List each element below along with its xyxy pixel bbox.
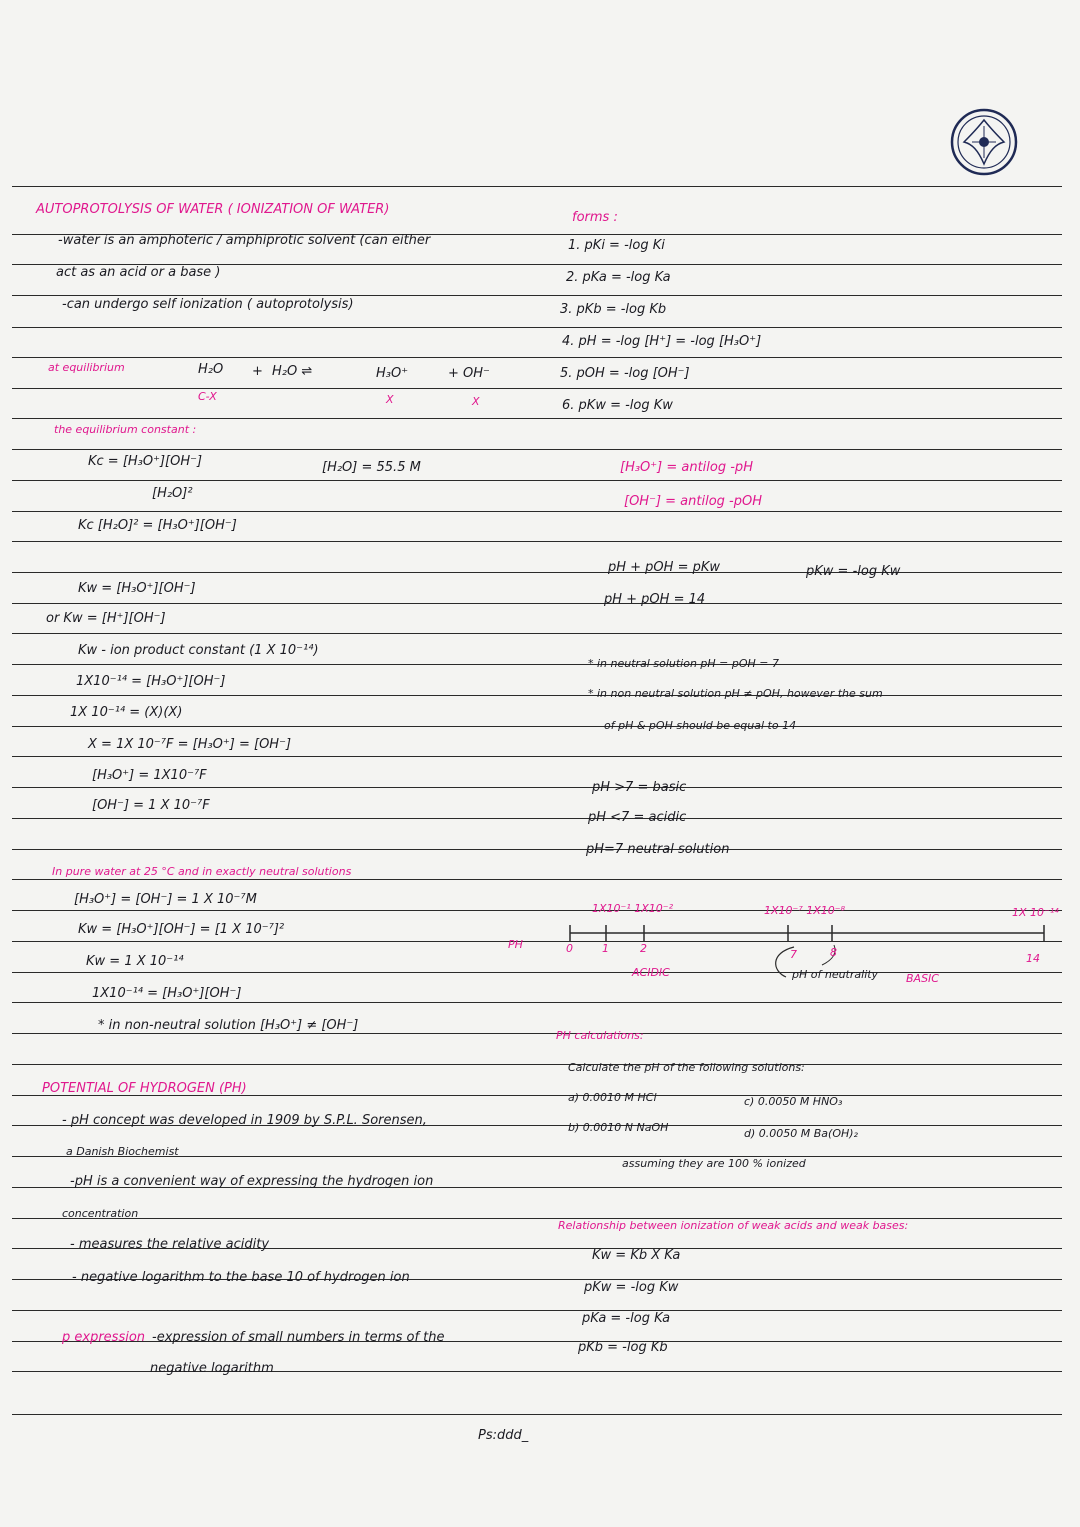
note-line: Calculate the pH of the following solutions: <box>568 1061 805 1074</box>
note-line: act as an acid or a base ) <box>56 265 221 280</box>
rule-line <box>12 756 1062 757</box>
scale-tick-label: 7 <box>790 948 797 961</box>
formula: 3. pKb = -log Kb <box>560 302 667 317</box>
rule-line <box>12 603 1062 604</box>
equation: Kc = [H₃O⁺][OH⁻] <box>88 454 203 469</box>
equation: Kw - ion product constant (1 X 10⁻¹⁴) <box>78 643 319 658</box>
rule-line <box>12 572 1062 573</box>
formula: Kw = Kb X Ka <box>592 1248 681 1263</box>
p-expression-label: p expression <box>62 1330 146 1345</box>
ph-rule: pH >7 = basic <box>592 780 687 795</box>
equation-term: + OH⁻ <box>448 366 490 381</box>
problem-item: c) 0.0050 M HNO₃ <box>744 1095 843 1108</box>
note-line: a Danish Biochemist <box>66 1145 179 1158</box>
rule-line <box>12 1414 1062 1415</box>
equation-term: H₂O ⇌ <box>272 364 313 379</box>
formula: 4. pH = -log [H⁺] = -log [H₃O⁺] <box>562 334 762 349</box>
note-line: -can undergo self ionization ( autoprotolysis) <box>62 297 354 312</box>
relationship-title: Relationship between ionization of weak acids and weak bases: <box>558 1219 909 1232</box>
scale-tick-label: 0 <box>566 942 573 955</box>
equation-term: H₂O <box>198 362 224 377</box>
equation: 1X10⁻¹⁴ = [H₃O⁺][OH⁻] <box>76 674 226 689</box>
rule-line <box>12 1310 1062 1311</box>
note-line: negative logarithm <box>150 1361 274 1376</box>
rule-line <box>12 541 1062 542</box>
formula: pH + pOH = 14 <box>604 592 706 607</box>
note-line: - negative logarithm to the base 10 of hydrogen ion <box>72 1270 410 1285</box>
formula: 6. pKw = -log Kw <box>562 398 673 413</box>
formula: 5. pOH = -log [OH⁻] <box>560 366 690 381</box>
rule-line <box>12 787 1062 788</box>
scale-tick-label: 1 <box>602 942 609 955</box>
note-line: * in neutral solution pH = pOH = 7 <box>588 657 780 670</box>
equation: [H₃O⁺] = 1X10⁻⁷F <box>92 768 207 783</box>
basic-label: BASIC <box>906 972 939 985</box>
rule-line <box>12 357 1062 358</box>
equation: 1X 10⁻¹⁴ = (X)(X) <box>70 705 183 720</box>
equation-term: X <box>472 395 480 408</box>
rule-line <box>12 480 1062 481</box>
equation-term: C-X <box>198 390 217 403</box>
note-line: -expression of small numbers in terms of the <box>152 1330 445 1345</box>
rule-line <box>12 695 1062 696</box>
formula: pKw = -log Kw <box>806 564 901 579</box>
rule-line <box>12 633 1062 634</box>
neutrality-label: pH of neutrality <box>792 968 879 981</box>
formula: 1. pKi = -log Ki <box>568 238 665 253</box>
forms-label: forms : <box>572 210 618 225</box>
equation: Kw = [H₃O⁺][OH⁻] = [1 X 10⁻⁷]² <box>78 922 285 937</box>
rule-line <box>12 295 1062 296</box>
equilibrium-label: at equilibrium <box>48 361 125 374</box>
antilog-formula: [OH⁻] = antilog -pOH <box>624 494 762 509</box>
rule-line <box>12 1064 1062 1065</box>
problem-item: b) 0.0010 N NaOH <box>568 1121 669 1134</box>
ph-rule: pH <7 = acidic <box>588 810 687 825</box>
acidic-label: ACIDIC <box>632 966 670 979</box>
scale-tick-label: 2 <box>640 942 647 955</box>
rule-line <box>12 327 1062 328</box>
equation: Kw = [H₃O⁺][OH⁻] <box>78 581 196 596</box>
scale-tick-label: 14 <box>1026 952 1040 965</box>
rule-line <box>12 511 1062 512</box>
equation: or Kw = [H⁺][OH⁻] <box>46 611 166 626</box>
equation-term: + <box>252 364 263 379</box>
rule-line <box>12 449 1062 450</box>
scale-top-label: 1X 10⁻¹⁴ <box>1012 906 1059 919</box>
equation: [H₂O] = 55.5 M <box>322 460 421 475</box>
equation: [OH⁻] = 1 X 10⁻⁷F <box>92 798 210 813</box>
equation: 1X10⁻¹⁴ = [H₃O⁺][OH⁻] <box>92 986 242 1001</box>
scale-top-label: 1X10⁻⁷ 1X10⁻⁸ <box>764 904 845 917</box>
equation: Kc [H₂O]² = [H₃O⁺][OH⁻] <box>78 518 237 533</box>
signature: Ps:ddd_ <box>478 1428 529 1443</box>
equation: X = 1X 10⁻⁷F = [H₃O⁺] = [OH⁻] <box>88 737 292 752</box>
equation: [H₃O⁺] = [OH⁻] = 1 X 10⁻⁷M <box>74 892 257 907</box>
equation: [H₂O]² <box>152 486 193 501</box>
equation: Kw = 1 X 10⁻¹⁴ <box>86 954 184 969</box>
ph-rule: pH=7 neutral solution <box>586 842 730 857</box>
rule-line <box>12 664 1062 665</box>
rule-line <box>12 818 1062 819</box>
autoprotolysis-title: AUTOPROTOLYSIS OF WATER ( IONIZATION OF WATER) <box>36 202 390 217</box>
equilibrium-constant-label: the equilibrium constant : <box>54 423 197 436</box>
note-line: * in non-neutral solution [H₃O⁺] ≠ [OH⁻] <box>98 1018 359 1033</box>
rule-line <box>12 388 1062 389</box>
rule-line <box>12 186 1062 187</box>
note-line: * in non neutral solution pH ≠ pOH, however the sum <box>588 687 883 700</box>
note-line: assuming they are 100 % ionized <box>622 1157 806 1170</box>
rule-line <box>12 1002 1062 1003</box>
equation-term: H₃O⁺ <box>376 366 409 381</box>
ph-title: POTENTIAL OF HYDROGEN (PH) <box>42 1081 247 1096</box>
problem-item: d) 0.0050 M Ba(OH)₂ <box>744 1127 858 1140</box>
equation-term: X <box>386 393 394 406</box>
note-line: of pH & pOH should be equal to 14 <box>604 719 797 732</box>
pure-water-label: In pure water at 25 °C and in exactly neutral solutions <box>52 865 352 878</box>
formula: 2. pKa = -log Ka <box>566 270 671 285</box>
formula: pKb = -log Kb <box>578 1340 668 1355</box>
note-line: -pH is a convenient way of expressing the hydrogen ion <box>70 1174 434 1189</box>
note-line: concentration <box>62 1207 139 1220</box>
antilog-formula: [H₃O⁺] = antilog -pH <box>620 460 753 475</box>
formula: pKa = -log Ka <box>582 1311 671 1326</box>
formula: pH + pOH = pKw <box>608 560 721 575</box>
scale-top-label: 1X10⁻¹ 1X10⁻² <box>592 902 673 915</box>
note-line: - measures the relative acidity <box>70 1237 270 1252</box>
formula: pKw = -log Kw <box>584 1280 679 1295</box>
note-line: - pH concept was developed in 1909 by S.P.L. Sorensen, <box>62 1113 427 1128</box>
problem-item: a) 0.0010 M HCl <box>568 1091 657 1104</box>
rule-line <box>12 849 1062 850</box>
seal-logo-icon <box>950 108 1018 176</box>
scale-tick-label: 8 <box>830 946 837 959</box>
ph-calculations-title: PH calculations: <box>556 1029 644 1042</box>
ph-axis-label: PH <box>508 938 523 951</box>
rule-line <box>12 418 1062 419</box>
ph-scale <box>508 895 1060 985</box>
rule-line <box>12 726 1062 727</box>
note-line: -water is an amphoteric / amphiprotic solvent (can either <box>58 233 431 248</box>
